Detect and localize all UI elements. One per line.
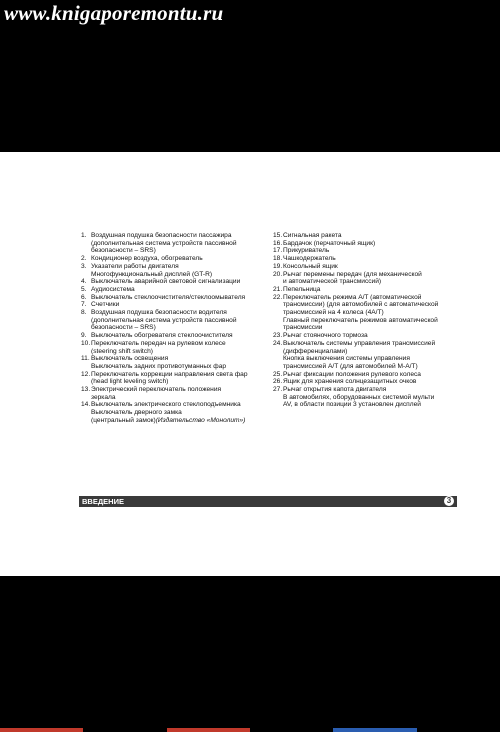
- legend-item-text: Аудиосистема: [91, 285, 135, 293]
- legend-item-text: Выключатель стеклоочистителя/стеклоомывателя: [91, 293, 246, 301]
- legend-item: [81, 294, 271, 302]
- legend-item-text: Электрический переключатель положения зеркала: [91, 386, 222, 401]
- legend-item-text: Рычаг фиксации положения рулевого колеса: [283, 370, 421, 378]
- legend-item-text: Сигнальная ракета: [283, 232, 342, 239]
- legend-item-number: 19.: [273, 262, 283, 270]
- legend-item-number: 13.: [81, 386, 91, 394]
- legend-item-text: Ящик для хранения солнцезащитных очков: [283, 378, 417, 386]
- legend-item: [273, 286, 448, 294]
- legend-item-text: Переключатель режима A/T (автоматической трансмиссии) (для автомобилей с автоматической трансмиссией на 4 колеса (4A/T) Главный переключатель режимов автоматической трансмиссии: [283, 293, 439, 332]
- legend-item-text: Выключатель системы управления трансмиссией (дифференциалами) Кнопка выключения системы управления трансмиссией A/T (для автомобилей M-A/T): [283, 339, 436, 370]
- legend-item-number: 24.: [273, 339, 283, 347]
- legend-item: [273, 340, 448, 371]
- legend-item-number: 17.: [273, 247, 283, 255]
- legend-item-text: Выключатель электрического стеклоподъемника Выключатель дверного замка (центральный замок)(Издательство «Монолит»): [91, 401, 246, 424]
- legend-item-text: Переключатель коррекции направления света фар (head light leveling switch): [91, 370, 248, 386]
- legend-item-text: Выключатель обогревателя стеклоочистителя: [91, 332, 233, 340]
- legend-item-text: Счетчики: [91, 301, 120, 309]
- legend-item-number: 25.: [273, 370, 283, 378]
- legend-item-text: Рычаг открытия капота двигателя В автомобилях, оборудованных системой мульти AV, в области позиции 3 установлен дисплей: [283, 386, 435, 409]
- legend-item: [81, 255, 271, 263]
- legend-item-text: Пепельница: [283, 285, 321, 293]
- document-page: [0, 152, 500, 576]
- legend-item: [81, 371, 271, 386]
- page-number-badge: 3: [444, 496, 454, 506]
- legend-item-number: 23.: [273, 332, 283, 340]
- publisher-credit: (Издательство «Монолит»): [155, 416, 246, 424]
- legend-item-text: Прикуриватель: [283, 247, 330, 255]
- legend-item-text: Рычаг перемены передач (для механической и автоматической трансмиссий): [283, 270, 422, 286]
- legend-item-number: 12.: [81, 370, 91, 378]
- legend-item-number: 9.: [81, 332, 87, 340]
- legend-item-number: 22.: [273, 293, 283, 301]
- legend-item-number: 10.: [81, 339, 91, 347]
- bottom-color-strip: [0, 728, 500, 732]
- legend-item: [81, 309, 271, 332]
- legend-item: [273, 240, 448, 248]
- legend-item: [81, 286, 271, 294]
- legend-item-text: Чашкодержатель: [283, 255, 336, 263]
- legend-item: [273, 263, 448, 271]
- legend-item-number: 3.: [81, 262, 87, 270]
- legend-item-number: 27.: [273, 386, 283, 394]
- legend-item-number: 6.: [81, 293, 87, 301]
- legend-item-text: Воздушная подушка безопасности водителя (дополнительная система устройств пассивной безопасности – SRS): [91, 309, 237, 332]
- legend-item: [273, 255, 448, 263]
- legend-item-number: 21.: [273, 285, 283, 293]
- legend-item-number: 14.: [81, 401, 91, 409]
- legend-item: [273, 294, 448, 333]
- legend-item-number: 7.: [81, 301, 87, 309]
- legend-item: [81, 332, 271, 340]
- legend-item: [273, 232, 448, 240]
- legend-left-column: [81, 232, 271, 425]
- legend-item-text: Консольный ящик: [283, 262, 338, 270]
- legend-item: [273, 386, 448, 409]
- legend-item: [273, 271, 448, 286]
- legend-item-number: 8.: [81, 309, 87, 317]
- legend-item-text: Воздушная подушка безопасности пассажира (дополнительная система устройств пассивной безопасности – SRS): [91, 232, 237, 255]
- legend-item: [81, 401, 271, 424]
- legend-item-number: 18.: [273, 255, 283, 263]
- legend-item-number: 16.: [273, 239, 283, 247]
- legend-item-text: Выключатель освещения Выключатель задних противотуманных фар: [91, 355, 227, 370]
- legend-item-text: Кондиционер воздуха, обогреватель: [91, 255, 203, 263]
- legend-item: [81, 301, 271, 309]
- legend-item: [81, 340, 271, 355]
- legend-item-number: 1.: [81, 232, 87, 239]
- legend-item-number: 26.: [273, 378, 283, 386]
- legend-item-number: 11.: [81, 355, 90, 363]
- legend-item-number: 2.: [81, 255, 87, 263]
- legend-item-number: 4.: [81, 278, 87, 286]
- legend-item: [273, 247, 448, 255]
- legend-item-number: 20.: [273, 270, 283, 278]
- section-title: ВВЕДЕНИЕ: [82, 497, 124, 506]
- legend-item-number: 5.: [81, 285, 87, 293]
- legend-item: [81, 232, 271, 255]
- legend-item: [273, 332, 448, 340]
- legend-item-number: 15.: [273, 232, 283, 239]
- legend-item-text: Указатели работы двигателя Многофункциональный дисплей (GT-R): [91, 262, 213, 278]
- legend-item-text: Рычаг стояночного тормоза: [283, 332, 368, 340]
- legend-item-text: Выключатель аварийной световой сигнализации: [91, 278, 241, 286]
- legend-item: [273, 371, 448, 379]
- legend-item: [81, 386, 271, 401]
- watermark-url: www.knigaporemontu.ru: [4, 1, 224, 25]
- legend-item-text: Переключатель передач на рулевом колесе (steering shift switch): [91, 339, 226, 355]
- legend-item: [273, 378, 448, 386]
- legend-right-column: [273, 232, 448, 409]
- legend-item: [81, 355, 271, 370]
- legend-item-text: Бардачок (перчаточный ящик): [283, 239, 376, 247]
- legend-item: [81, 278, 271, 286]
- section-footer-bar: [79, 496, 457, 507]
- legend-item: [81, 263, 271, 278]
